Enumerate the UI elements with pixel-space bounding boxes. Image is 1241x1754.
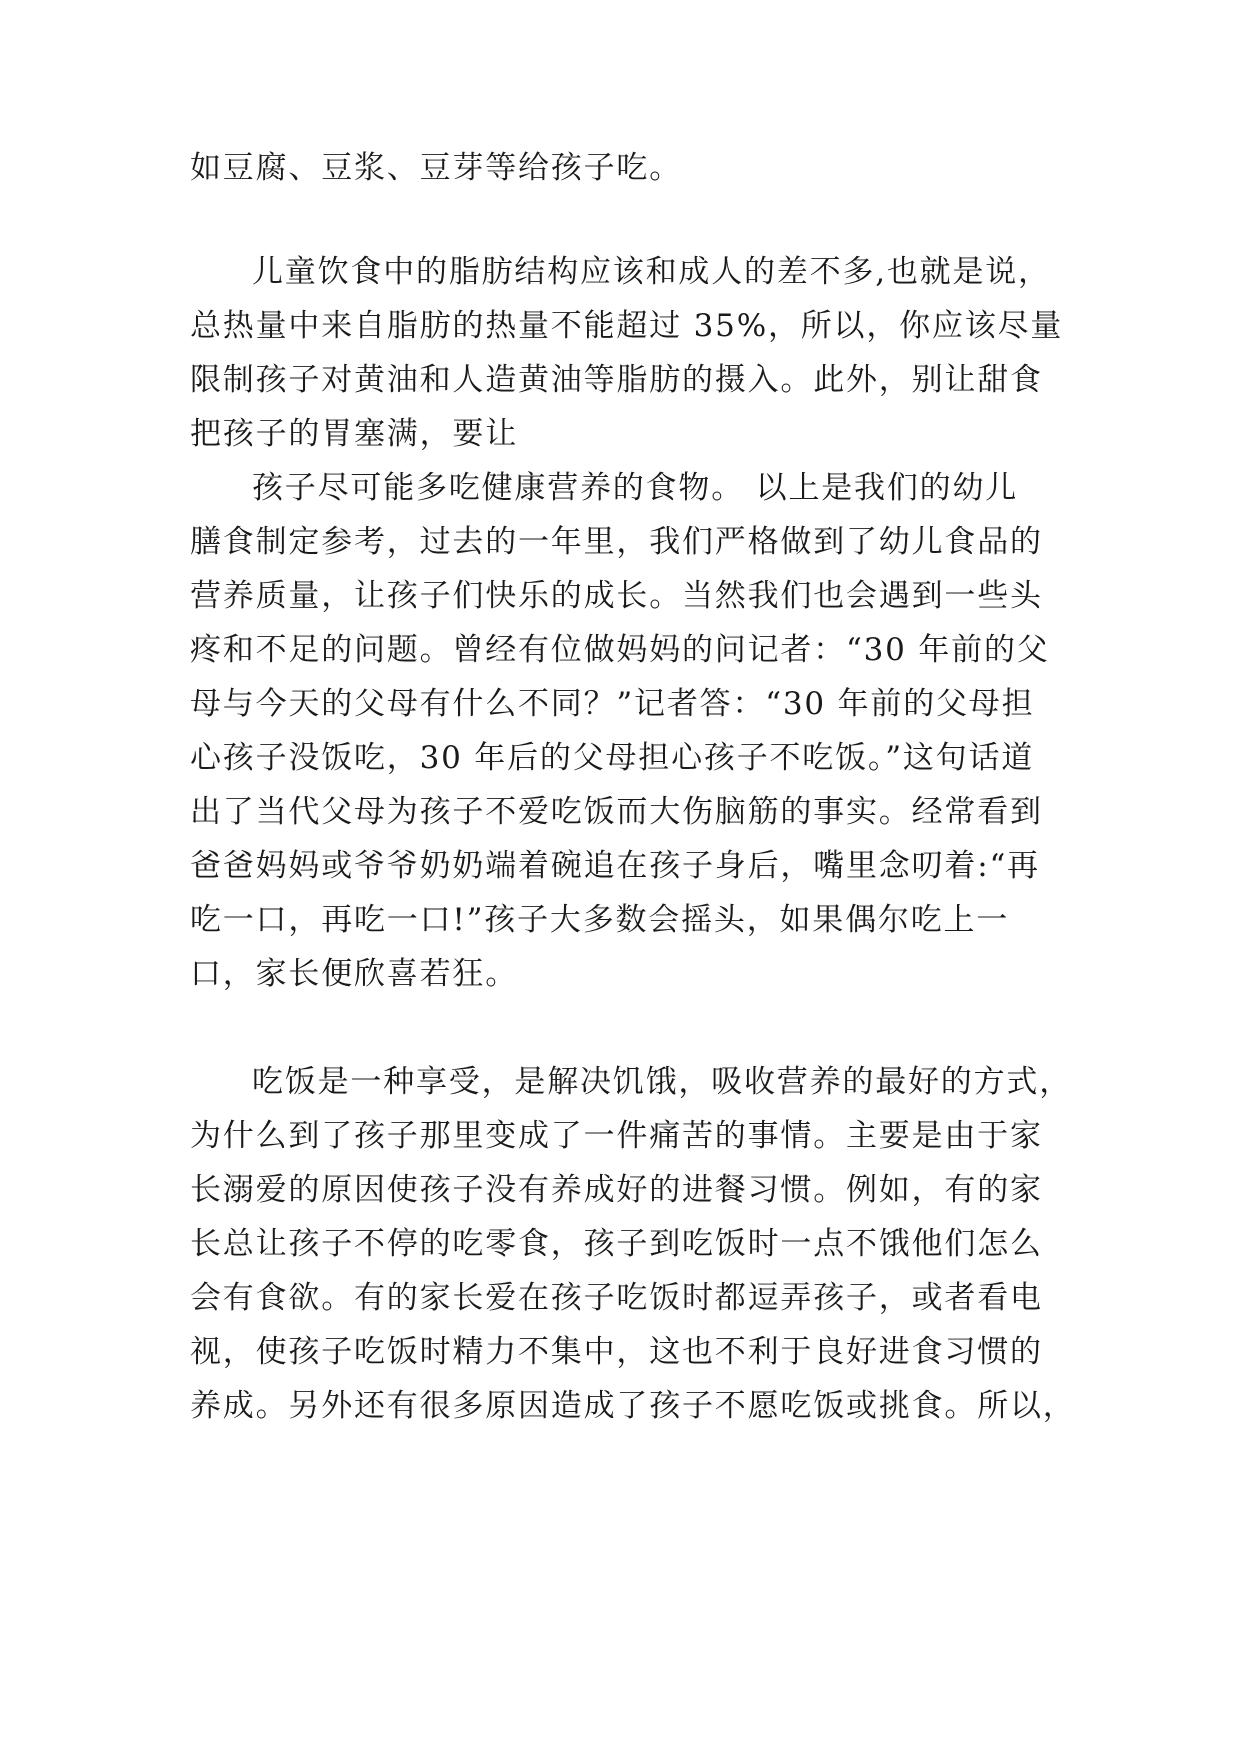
text-line: 膳食制定参考，过去的一年里，我们严格做到了幼儿食品的	[190, 524, 1043, 560]
text-line: 心孩子没饭吃，30 年后的父母担心孩子不吃饭。”这句话道	[190, 740, 1035, 776]
text-line: 母与今天的父母有什么不同？”记者答：“30 年前的父母担	[190, 686, 1035, 722]
text-line: 养成。另外还有很多原因造成了孩子不愿吃饭或挑食。所以，	[190, 1388, 1076, 1424]
text-line: 限制孩子对黄油和人造黄油等脂肪的摄入。此外，别让甜食	[190, 362, 1043, 398]
text-line: 营养质量，让孩子们快乐的成长。当然我们也会遇到一些头	[190, 578, 1043, 614]
text-line: 吃饭是一种享受，是解决饥饿，吸收营养的最好的方式，	[252, 1064, 1072, 1100]
text-line: 会有食欲。有的家长爱在孩子吃饭时都逗弄孩子，或者看电	[190, 1280, 1043, 1316]
text-line: 爸爸妈妈或爷爷奶奶端着碗追在孩子身后，嘴里念叨着:“再	[190, 848, 1040, 884]
text-line: 吃一口，再吃一口!”孩子大多数会摇头，如果偶尔吃上一	[190, 902, 1010, 938]
text-line: 如豆腐、豆浆、豆芽等给孩子吃。	[190, 150, 682, 186]
text-line: 出了当代父母为孩子不爱吃饭而大伤脑筋的事实。经常看到	[190, 794, 1043, 830]
text-line: 孩子尽可能多吃健康营养的食物。 以上是我们的幼儿	[252, 470, 1019, 506]
text-line: 为什么到了孩子那里变成了一件痛苦的事情。主要是由于家	[190, 1118, 1043, 1154]
text-line: 视，使孩子吃饭时精力不集中，这也不利于良好进食习惯的	[190, 1334, 1043, 1370]
text-line: 儿童饮食中的脂肪结构应该和成人的差不多,也就是说，	[252, 254, 1051, 290]
text-line: 长总让孩子不停的吃零食，孩子到吃饭时一点不饿他们怎么	[190, 1226, 1043, 1262]
text-line: 把孩子的胃塞满，要让	[190, 416, 518, 452]
text-line: 总热量中来自脂肪的热量不能超过 35%，所以，你应该尽量	[190, 308, 1064, 344]
text-line: 长溺爱的原因使孩子没有养成好的进餐习惯。例如，有的家	[190, 1172, 1043, 1208]
text-line: 疼和不足的问题。曾经有位做妈妈的问记者：“30 年前的父	[190, 632, 1050, 668]
text-line: 口，家长便欣喜若狂。	[190, 956, 518, 992]
